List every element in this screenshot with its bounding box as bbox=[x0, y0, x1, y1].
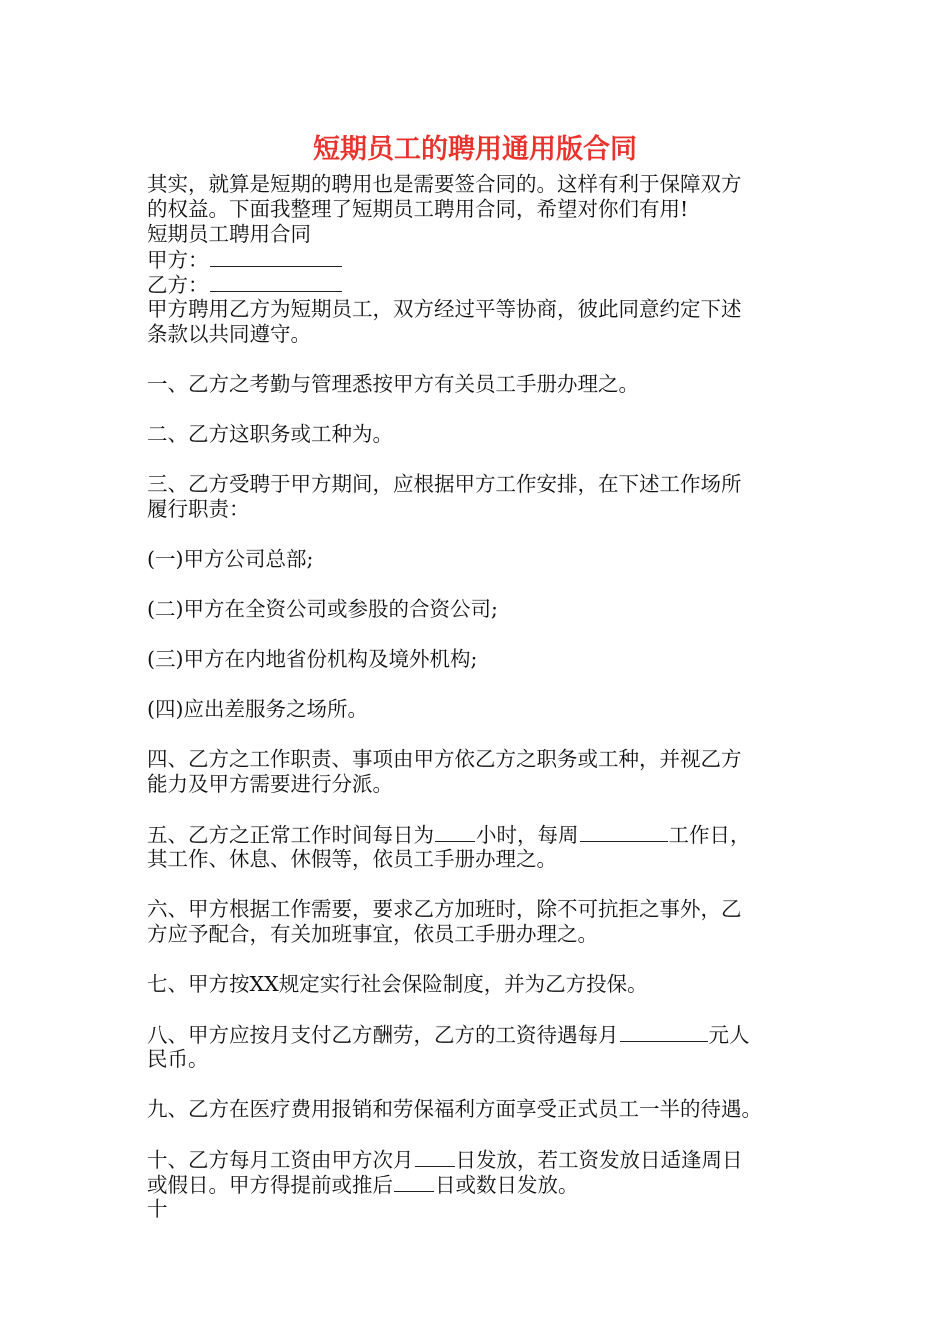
party-a-line bbox=[147, 247, 812, 272]
workdays-blank bbox=[580, 822, 668, 842]
sub-item-1: (一)甲方公司总部; bbox=[147, 547, 314, 571]
party-b-line bbox=[147, 272, 812, 297]
intro-line-2: 的权益。下面我整理了短期员工聘用合同，希望对你们有用! bbox=[147, 197, 689, 221]
sub-item-4: (四)应出差服务之场所。 bbox=[147, 697, 368, 721]
clause-3-line-2: 履行职责： bbox=[147, 497, 250, 521]
clause-10-text-d: 日或数日发放。 bbox=[435, 1173, 579, 1197]
shift-days-blank bbox=[394, 1172, 434, 1192]
party-b-blank bbox=[210, 272, 342, 292]
clause-8-line-1 bbox=[147, 1022, 812, 1047]
document-body bbox=[147, 172, 812, 1222]
clause-10-text-a: 十、乙方每月工资由甲方次月 bbox=[147, 1148, 414, 1172]
sub-item-3: (三)甲方在内地省份机构及境外机构; bbox=[147, 647, 478, 671]
party-a-label: 甲方： bbox=[147, 248, 209, 272]
document-title: 短期员工的聘用通用版合同 bbox=[313, 134, 637, 165]
clause-10-text-b: 日发放，若工资发放日适逢周日 bbox=[455, 1148, 743, 1172]
clause-4-line-1: 四、乙方之工作职责、事项由甲方依乙方之职务或工种，并视乙方 bbox=[147, 747, 742, 771]
party-a-blank bbox=[210, 247, 342, 267]
contract-subtitle: 短期员工聘用合同 bbox=[147, 222, 311, 246]
clause-10-text-c: 或假日。甲方得提前或推后 bbox=[147, 1173, 393, 1197]
clause-5-text-b: 小时，每周 bbox=[476, 823, 579, 847]
intro-line-1: 其实，就算是短期的聘用也是需要签合同的。这样有利于保障双方 bbox=[147, 172, 742, 196]
sub-item-2: (二)甲方在全资公司或参股的合资公司; bbox=[147, 597, 498, 621]
clause-10-line-2 bbox=[147, 1172, 812, 1197]
clause-6-line-1: 六、甲方根据工作需要，要求乙方加班时，除不可抗拒之事外，乙 bbox=[147, 897, 742, 921]
clause-5-line-1 bbox=[147, 822, 812, 847]
hours-blank bbox=[435, 822, 475, 842]
clause-6-line-2: 方应予配合，有关加班事宜，依员工手册办理之。 bbox=[147, 922, 598, 946]
clause-4-line-2: 能力及甲方需要进行分派。 bbox=[147, 772, 393, 796]
party-b-label: 乙方： bbox=[147, 273, 209, 297]
clause-8-text-b: 元人 bbox=[708, 1023, 750, 1047]
clause-10-line-1 bbox=[147, 1147, 812, 1172]
clause-2: 二、乙方这职务或工种为。 bbox=[147, 422, 393, 446]
preamble-line-1: 甲方聘用乙方为短期员工，双方经过平等协商，彼此同意约定下述 bbox=[147, 297, 742, 321]
clause-8-line-2: 民币。 bbox=[147, 1047, 209, 1071]
preamble-line-2: 条款以共同遵守。 bbox=[147, 322, 311, 346]
clause-1: 一、乙方之考勤与管理悉按甲方有关员工手册办理之。 bbox=[147, 372, 639, 396]
clause-8-text-a: 八、甲方应按月支付乙方酬劳，乙方的工资待遇每月 bbox=[147, 1023, 619, 1047]
salary-blank bbox=[620, 1022, 708, 1042]
clause-5-line-2: 其工作、休息、休假等，依员工手册办理之。 bbox=[147, 847, 557, 871]
clause-5-text-c: 工作日， bbox=[668, 823, 751, 847]
clause-3-line-1: 三、乙方受聘于甲方期间，应根据甲方工作安排，在下述工作场所 bbox=[147, 472, 742, 496]
clause-7: 七、甲方按XX规定实行社会保险制度，并为乙方投保。 bbox=[147, 972, 648, 996]
trailing-text: 十 bbox=[147, 1197, 168, 1221]
clause-9: 九、乙方在医疗费用报销和劳保福利方面享受正式员工一半的待遇。 bbox=[147, 1097, 762, 1121]
clause-5-text-a: 五、乙方之正常工作时间每日为 bbox=[147, 823, 434, 847]
payday-blank bbox=[415, 1147, 455, 1167]
